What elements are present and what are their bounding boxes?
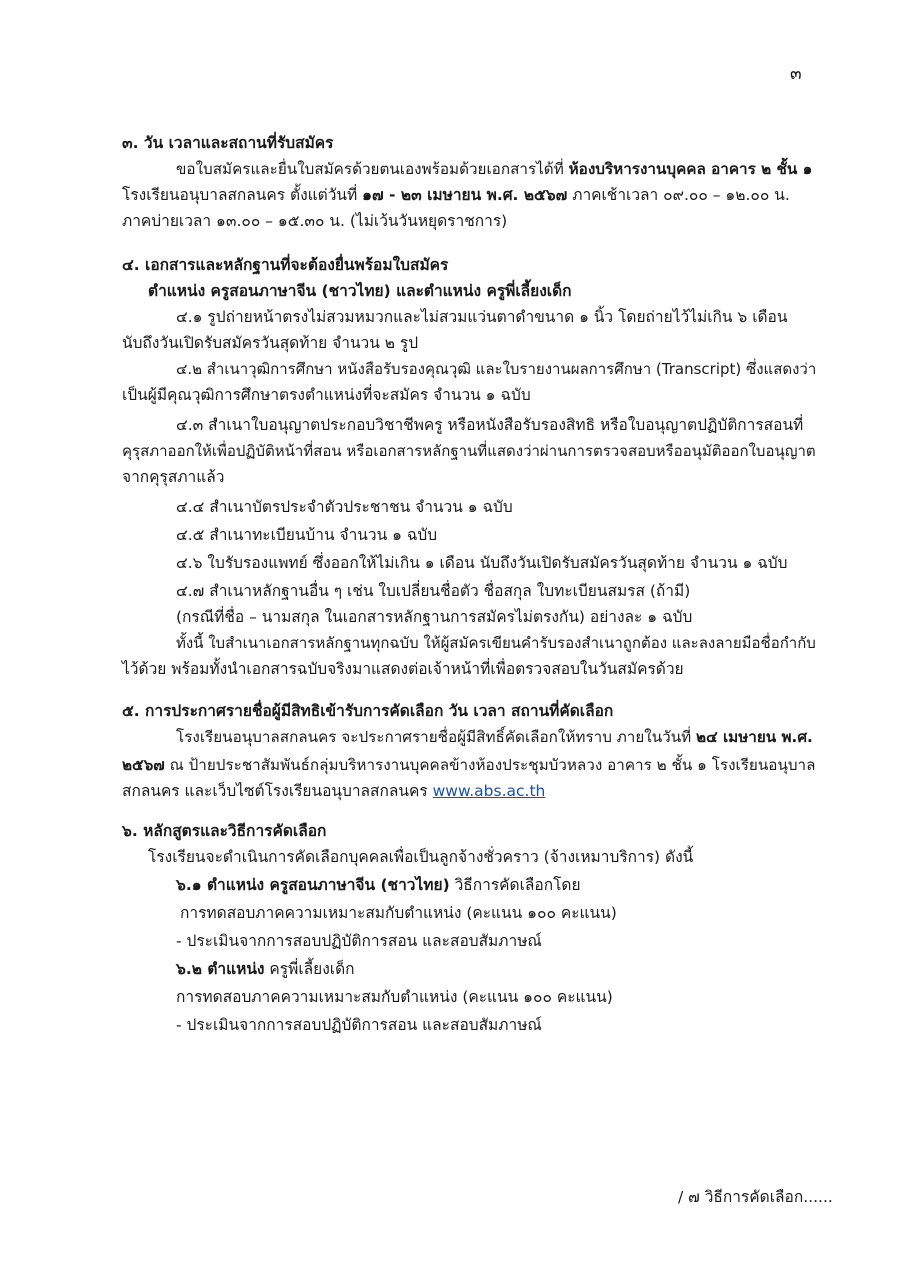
section-3-heading: ๓. วัน เวลาและสถานที่รับสมัคร: [122, 134, 334, 152]
text: ขอใบสมัครและยื่นใบสมัครด้วยตนเองพร้อมด้วยเอกสารได้ที่: [176, 160, 569, 178]
item-4-2-line-1: ๔.๒ สำเนาวุฒิการศึกษา หนังสือรับรองคุณวุฒิ และใบรายงานผลการศึกษา (Transcript) ซึ่งแสดงว่า: [176, 360, 817, 378]
note-line-1: ทั้งนี้ ใบสำเนาเอกสารหลักฐานทุกฉบับ ให้ผู้สมัครเขียนคำรับรองสำเนาถูกต้อง และลงลายมือชื่อกำกับ: [176, 634, 816, 652]
website-link[interactable]: www.abs.ac.th: [432, 782, 546, 800]
section-3-line-1: [176, 156, 812, 182]
section-5-heading: ๕. การประกาศรายชื่อผู้มีสิทธิเข้ารับการคัดเลือก วัน เวลา สถานที่คัดเลือก: [122, 702, 614, 720]
item-4-2-line-2: เป็นผู้มีคุณวุฒิการศึกษาตรงตำแหน่งที่จะสมัคร จำนวน ๑ ฉบับ: [122, 386, 531, 404]
item-4-1-line-1: ๔.๑ รูปถ่ายหน้าตรงไม่สวมหมวกและไม่สวมแว่นตาดำขนาด ๑ นิ้ว โดยถ่ายไว้ไม่เกิน ๖ เดือน: [176, 308, 788, 326]
position-bold: และตำแหน่ง ครูพี่เลี้ยงเด็ก: [390, 282, 572, 300]
position-bold: ๖.๒ ตำแหน่ง: [176, 960, 265, 978]
continuation-footer: / ๗ วิธีการคัดเลือก......: [678, 1188, 833, 1206]
position-bold: ๖.๑ ตำแหน่ง ครูสอนภาษาจีน (ชาวไทย): [176, 876, 450, 894]
section-5-line-2: [122, 752, 815, 778]
text: ภาคเช้าเวลา ๐๙.๐๐ – ๑๒.๐๐ น.: [567, 186, 790, 204]
date-bold: ๒๔ เมษายน พ.ศ.: [696, 728, 813, 746]
text: โรงเรียนอนุบาลสกลนคร จะประกาศรายชื่อผู้มีสิทธิ์คัดเลือกให้ทราบ ภายในวันที่: [176, 728, 697, 746]
text: โรงเรียนอนุบาลสกลนคร ตั้งแต่วันที่: [122, 186, 363, 204]
section-6-intro: โรงเรียนจะดำเนินการคัดเลือกบุคคลเพื่อเป็นลูกจ้างชั่วคราว (จ้างเหมาบริการ) ดังนี้: [148, 848, 694, 866]
item-4-7-line-1: ๔.๗ สำเนาหลักฐานอื่น ๆ เช่น ใบเปลี่ยนชื่อตัว ชื่อสกุล ใบทะเบียนสมรส (ถ้ามี): [176, 582, 691, 600]
section-3-line-2: [122, 182, 790, 208]
section-6-1-line-2: - ประเมินจากการสอบปฏิบัติการสอน และสอบสัมภาษณ์: [176, 932, 542, 950]
text: วิธีการคัดเลือกโดย: [449, 876, 581, 894]
item-4-3-line-2: คุรุสภาออกให้เพื่อปฏิบัติหน้าที่สอน หรือเอกสารหลักฐานที่แสดงว่าผ่านการตรวจสอบหรืออนุมัติออกใบอนุญาต: [122, 442, 816, 460]
location-bold: ห้องบริหารงานบุคคล อาคาร ๒ ชั้น ๑: [568, 160, 813, 178]
section-6-2-line-2: - ประเมินจากการสอบปฏิบัติการสอน และสอบสัมภาษณ์: [176, 1016, 542, 1034]
item-4-7-line-2: (กรณีที่ชื่อ – นามสกุล ในเอกสารหลักฐานการสมัครไม่ตรงกัน) อย่างละ ๑ ฉบับ: [176, 608, 693, 626]
item-4-3-line-1: ๔.๓ สำเนาใบอนุญาตประกอบวิชาชีพครู หรือหนังสือรับรองสิทธิ หรือใบอนุญาตปฏิบัติการสอนที่: [176, 416, 804, 434]
item-4-4: ๔.๔ สำเนาบัตรประจำตัวประชาชน จำนวน ๑ ฉบับ: [176, 498, 513, 516]
section-5-line-1: [176, 724, 813, 750]
year-bold: ๒๕๖๗: [122, 756, 165, 774]
section-3-line-3: ภาคบ่ายเวลา ๑๓.๐๐ – ๑๕.๓๐ น. (ไม่เว้นวันหยุดราชการ): [122, 212, 508, 230]
page-number: ๓: [790, 64, 802, 84]
section-6-1-line-1: การทดสอบภาคความเหมาะสมกับตำแหน่ง (คะแนน ๑๐๐ คะแนน): [180, 904, 617, 922]
section-6-heading: ๖. หลักสูตรและวิธีการคัดเลือก: [122, 822, 327, 840]
section-4-heading: ๔. เอกสารและหลักฐานที่จะต้องยื่นพร้อมใบสมัคร: [122, 256, 449, 274]
item-4-3-line-3: จากคุรุสภาแล้ว: [122, 468, 225, 486]
item-4-6: ๔.๖ ใบรับรองแพทย์ ซึ่งออกให้ไม่เกิน ๑ เดือน นับถึงวันเปิดรับสมัครวันสุดท้าย จำนวน ๑ ฉบับ: [176, 554, 788, 572]
text: สกลนคร และเว็บไซต์โรงเรียนอนุบาลสกลนคร: [122, 782, 433, 800]
section-6-2-title: [176, 956, 355, 982]
item-4-1-line-2: นับถึงวันเปิดรับสมัครวันสุดท้าย จำนวน ๒ รูป: [122, 334, 419, 352]
date-bold: ๑๗ - ๒๓ เมษายน พ.ศ. ๒๕๖๗: [362, 186, 568, 204]
note-line-2: ไว้ด้วย พร้อมทั้งนำเอกสารฉบับจริงมาแสดงต่อเจ้าหน้าที่เพื่อตรวจสอบในวันสมัครด้วย: [122, 660, 684, 678]
section-6-2-line-1: การทดสอบภาคความเหมาะสมกับตำแหน่ง (คะแนน ๑๐๐ คะแนน): [176, 988, 613, 1006]
position-bold: ตำแหน่ง ครูสอนภาษาจีน (ชาวไทย): [148, 282, 391, 300]
text: ครูพี่เลี้ยงเด็ก: [264, 960, 355, 978]
section-5-line-3: [122, 778, 545, 804]
section-6-1-title: [176, 872, 581, 898]
text: ณ ป้ายประชาสัมพันธ์กลุ่มบริหารงานบุคคลข้างห้องประชุมบัวหลวง อาคาร ๒ ชั้น ๑ โรงเรียนอนุบาล: [164, 756, 816, 774]
section-4-subheading: [148, 278, 572, 304]
item-4-5: ๔.๕ สำเนาทะเบียนบ้าน จำนวน ๑ ฉบับ: [176, 526, 438, 544]
